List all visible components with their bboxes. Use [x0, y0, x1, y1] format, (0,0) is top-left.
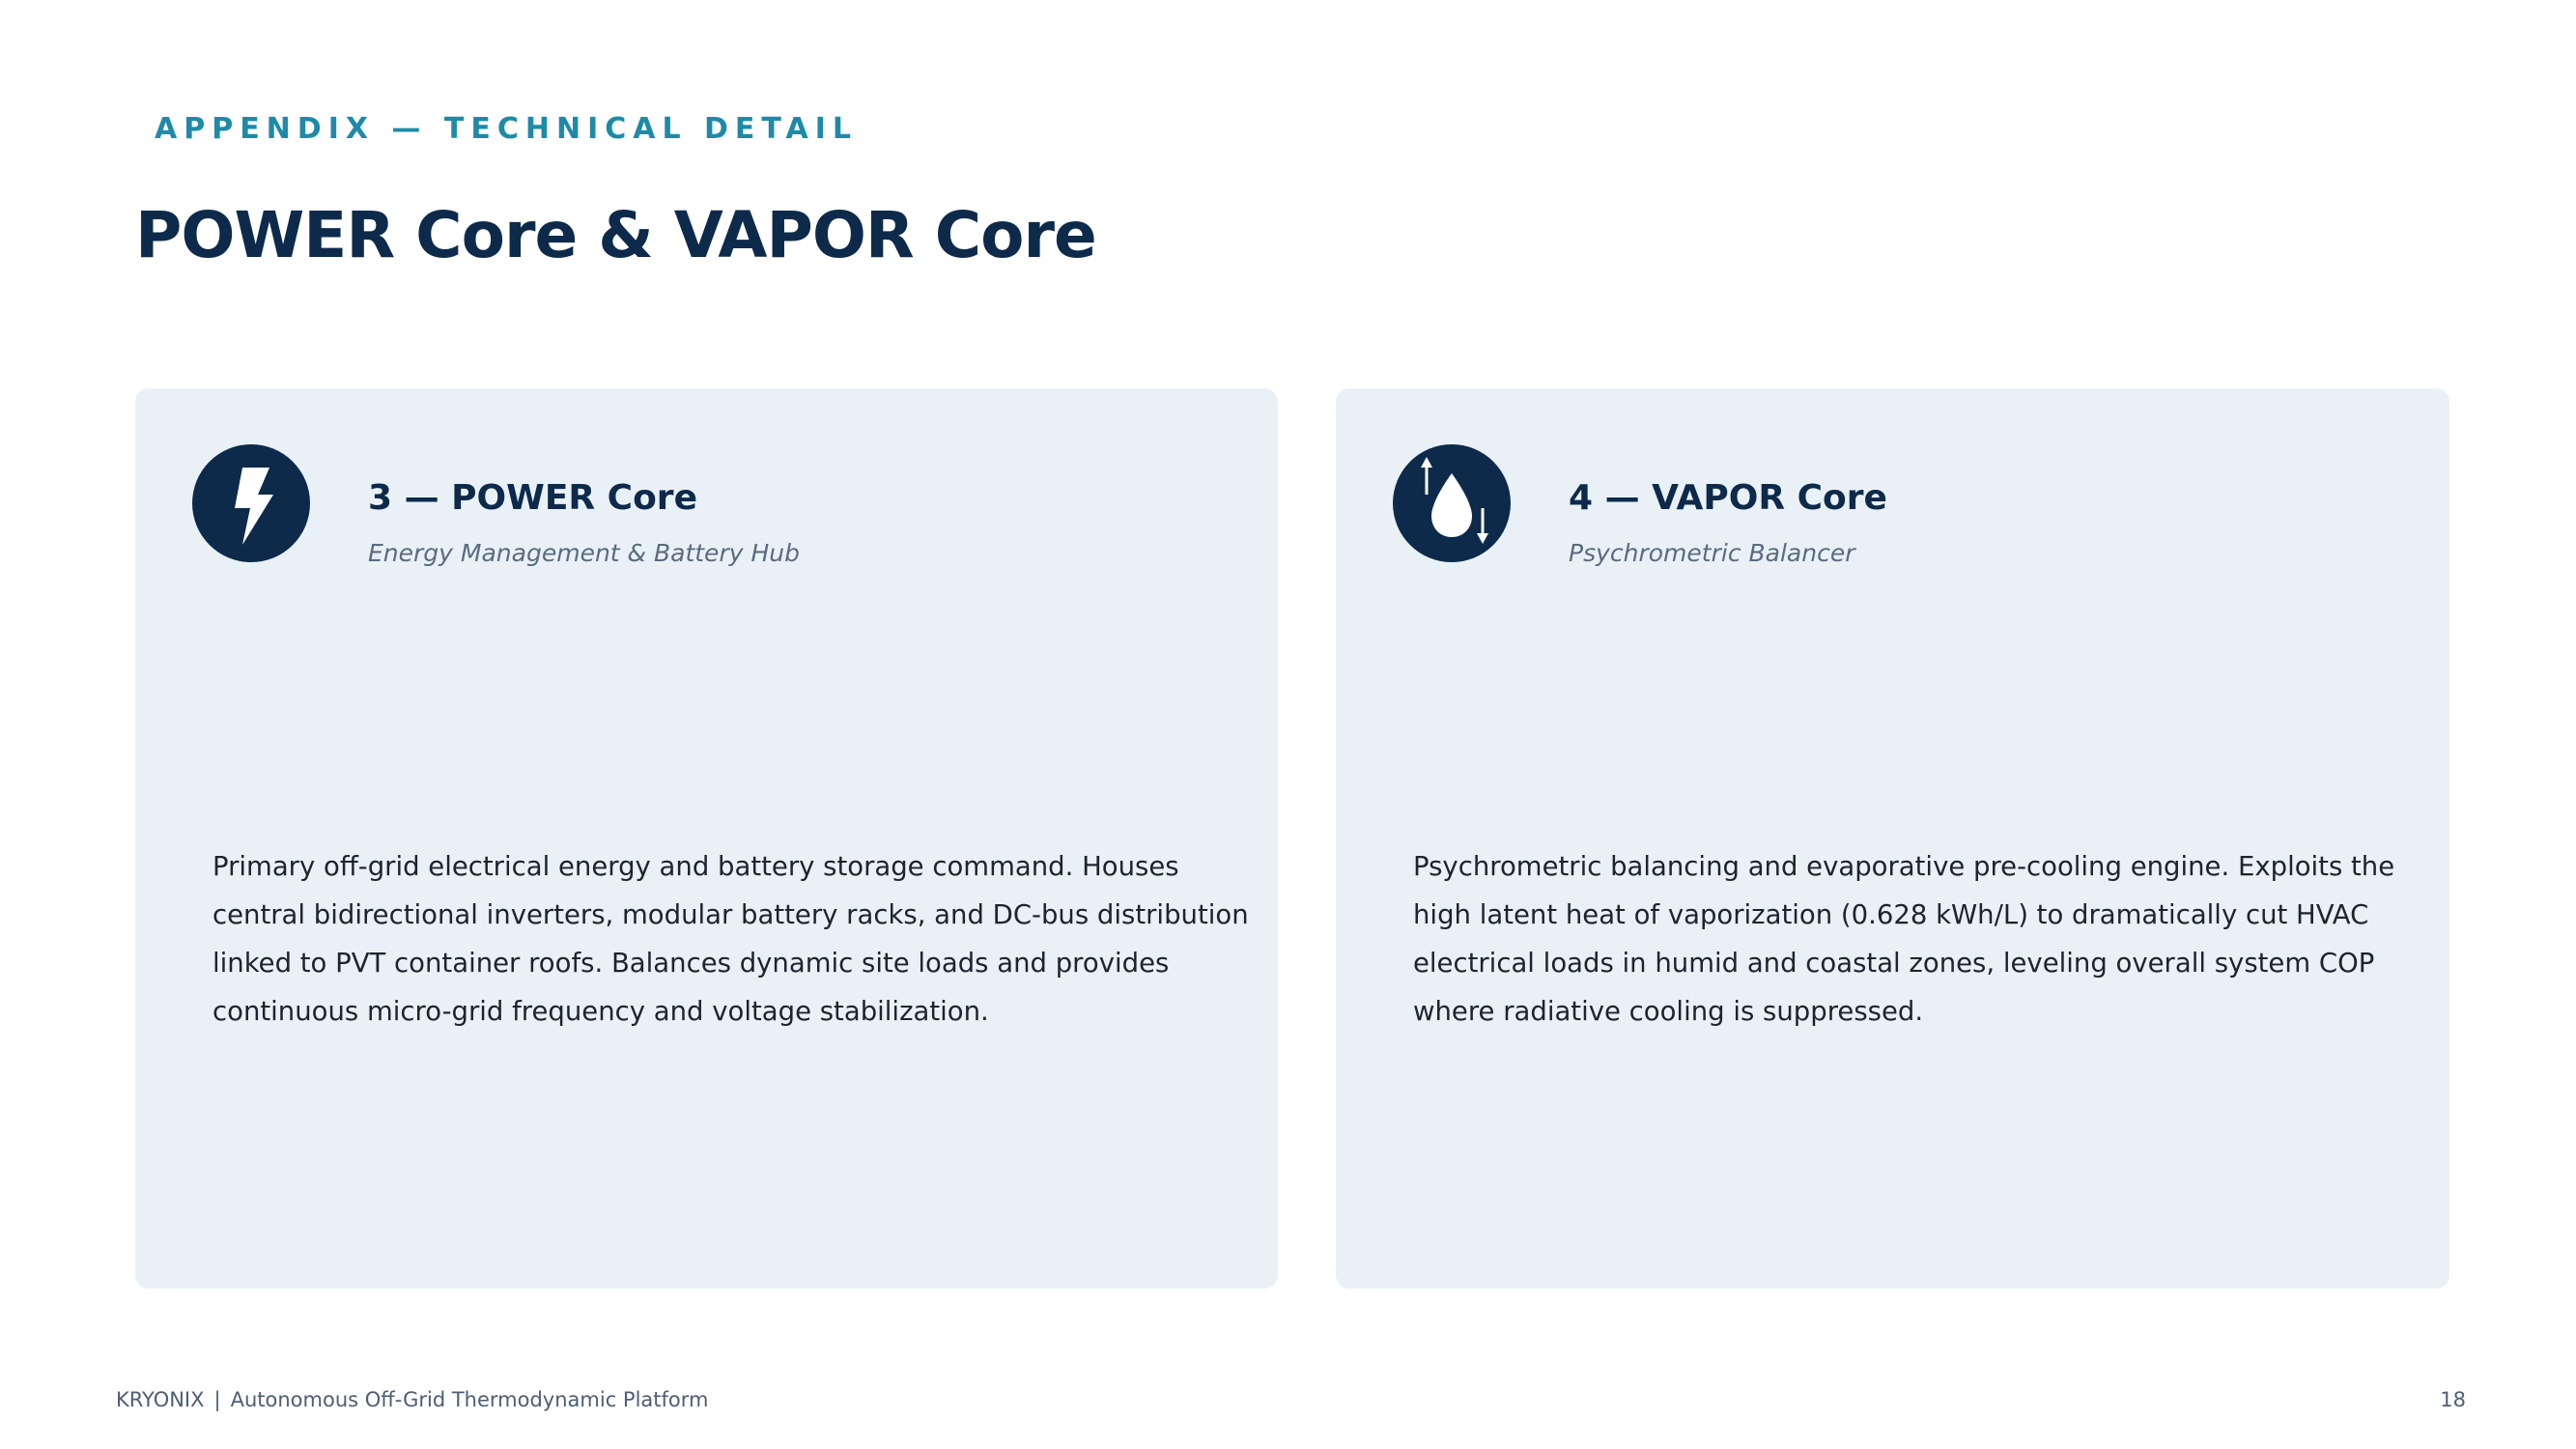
- power-core-card: [135, 388, 1278, 1289]
- card-subtitle: Psychrometric Balancer: [1569, 539, 1855, 567]
- footer-tagline: Autonomous Off-Grid Thermodynamic Platform: [230, 1388, 709, 1411]
- description-line: Primary off-grid electrical energy and battery storage command. Houses: [212, 851, 1179, 882]
- card-description: [1413, 842, 2395, 1036]
- description-line: Psychrometric balancing and evaporative pre-cooling engine. Exploits the: [1413, 851, 2395, 882]
- vapor-core-card: [1336, 388, 2449, 1289]
- card-heading: 4 — VAPOR Core: [1569, 478, 1887, 518]
- card-description: [212, 842, 1249, 1036]
- card-heading: 3 — POWER Core: [368, 478, 697, 518]
- description-line: central bidirectional inverters, modular battery racks, and DC-bus distribution: [212, 899, 1249, 930]
- section-eyebrow: APPENDIX — TECHNICAL DETAIL: [155, 112, 859, 146]
- description-line: high latent heat of vaporization (0.628 kWh/L) to dramatically cut HVAC: [1413, 899, 2369, 930]
- lightning-bolt-icon: [192, 444, 310, 562]
- water-drop-arrows-icon: [1393, 444, 1511, 562]
- description-line: where radiative cooling is suppressed.: [1413, 996, 1924, 1027]
- description-line: electrical loads in humid and coastal zones, leveling overall system COP: [1413, 948, 2375, 979]
- page-number: 18: [2440, 1388, 2466, 1411]
- description-line: continuous micro-grid frequency and voltage stabilization.: [212, 996, 989, 1027]
- footer-separator: |: [213, 1388, 221, 1411]
- description-line: linked to PVT container roofs. Balances dynamic site loads and provides: [212, 948, 1170, 979]
- card-subtitle: Energy Management & Battery Hub: [368, 539, 800, 567]
- footer-brand-line: [116, 1388, 708, 1411]
- footer-brand: KRYONIX: [116, 1388, 205, 1411]
- page-title: POWER Core & VAPOR Core: [135, 198, 1096, 272]
